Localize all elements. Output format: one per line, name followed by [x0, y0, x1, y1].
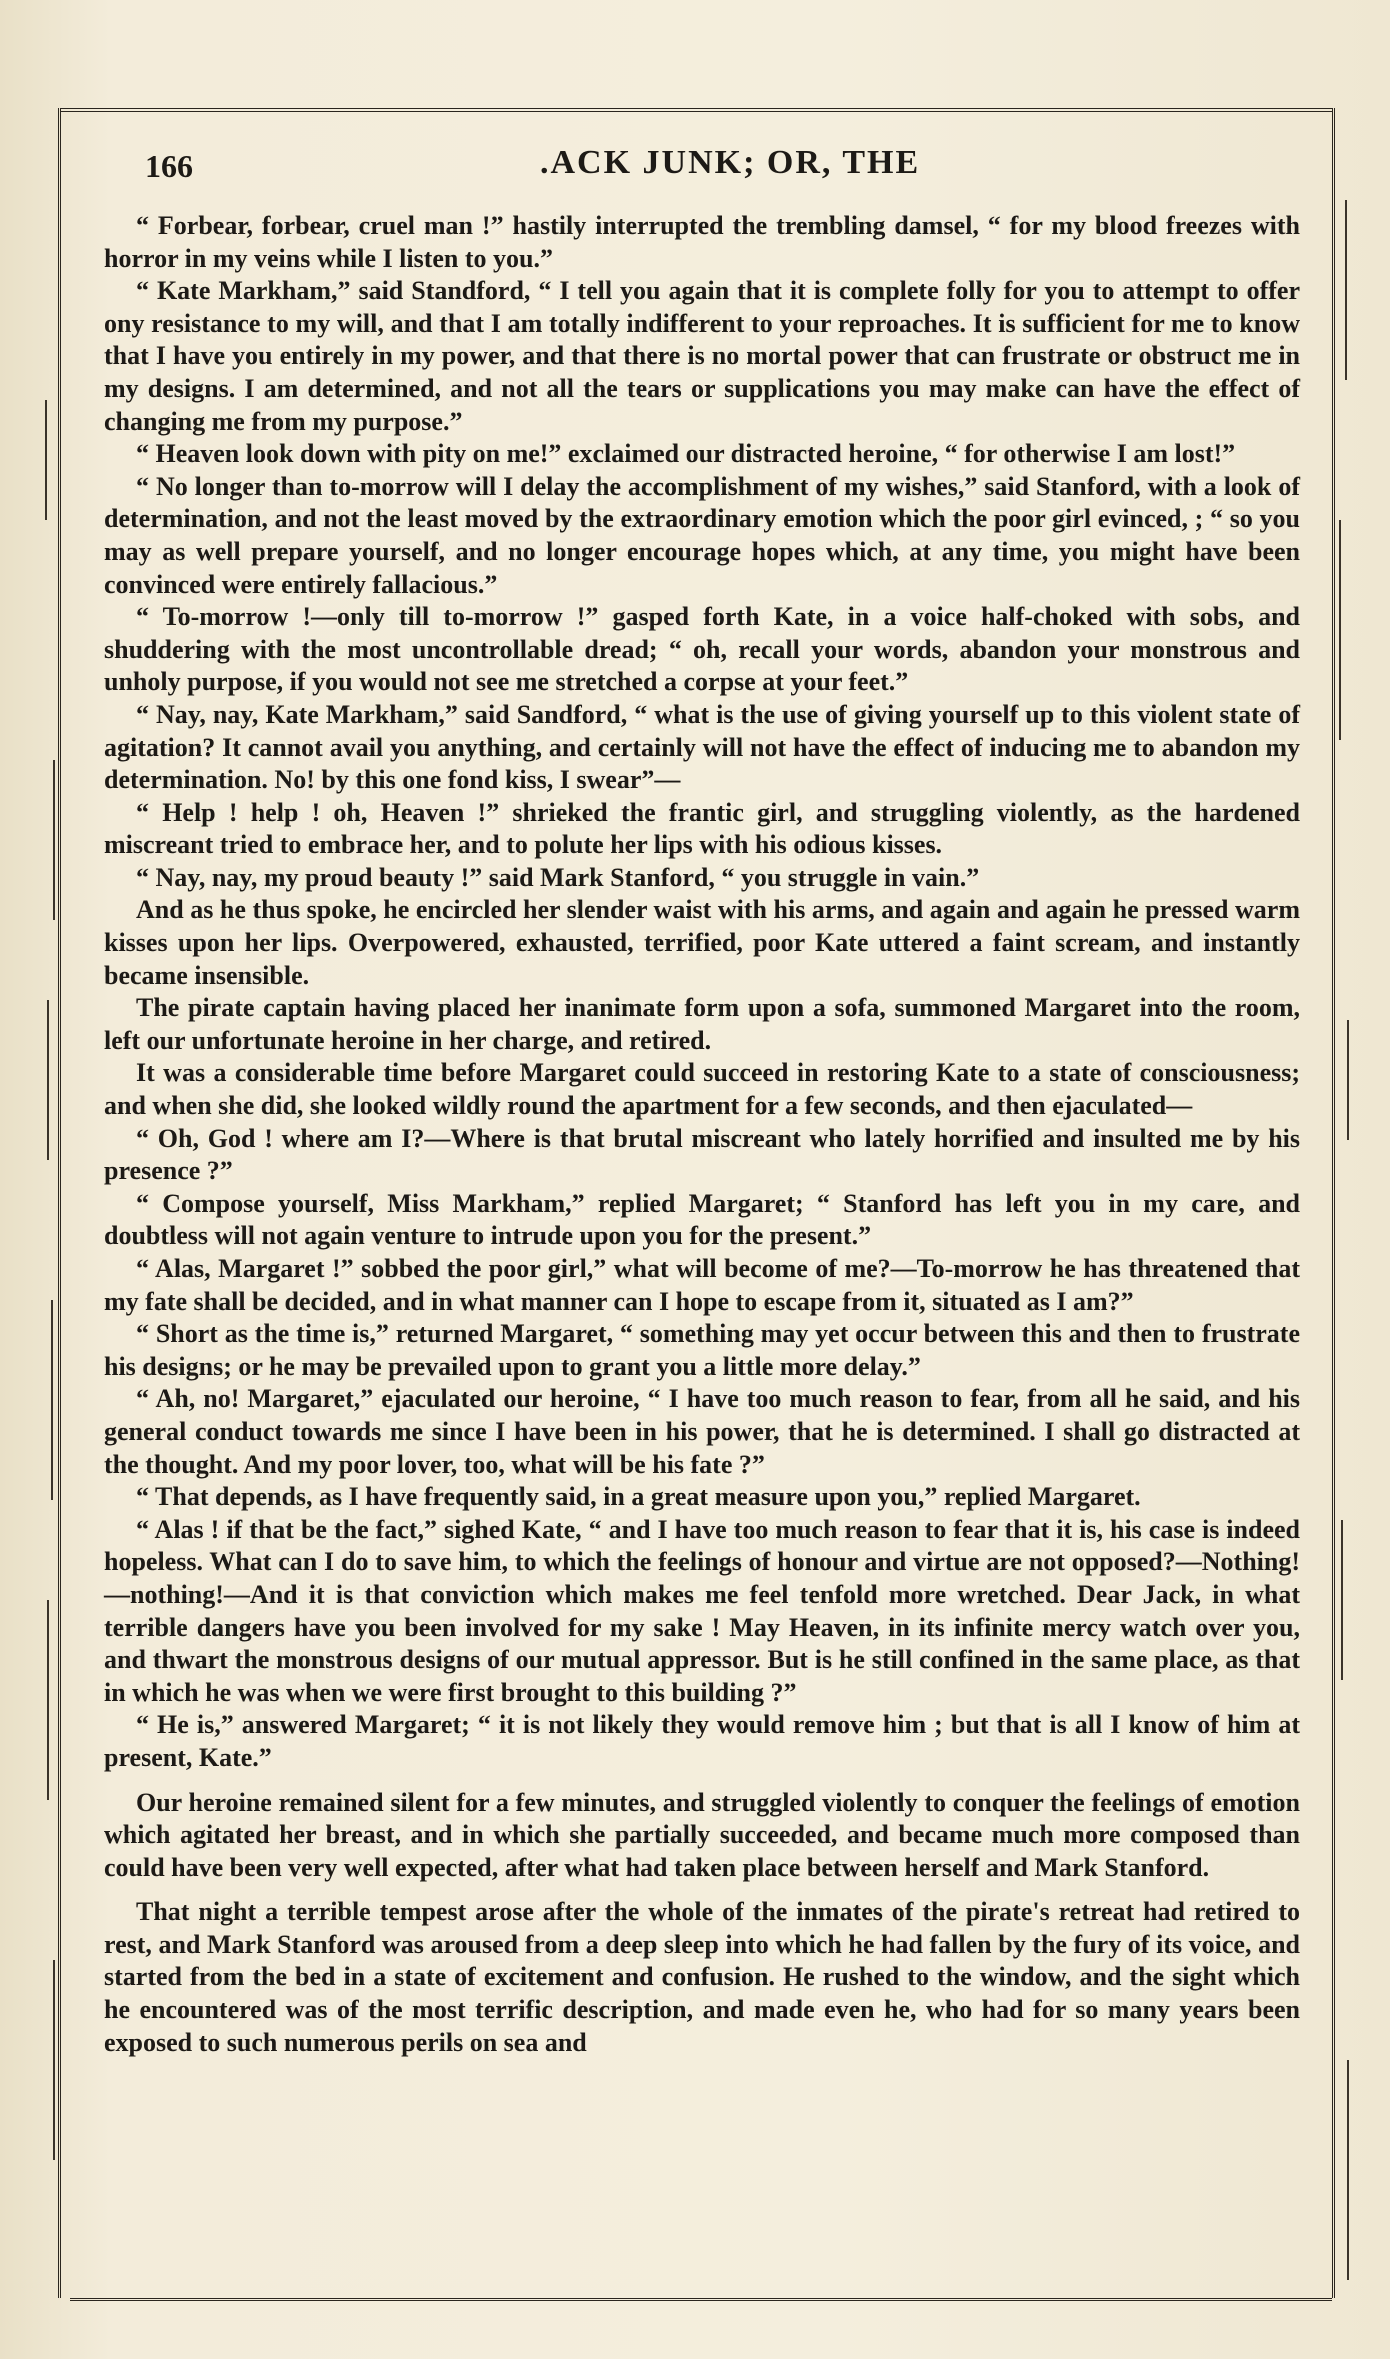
paragraph: “ Forbear, forbear, cruel man !” hastily interrupted the trembling damsel, “ for my blood freezes with horror in my veins while I listen to you.” [104, 211, 1300, 273]
paragraph: “ Nay, nay, Kate Markham,” said Sandford, “ what is the use of giving yourself up to this violent state of agitation? It cannot avail you anything, and certainly will not have the effect of inducing me to abandon my determination. No! by this one fond kiss, I swear”— [104, 699, 1300, 795]
paragraph: Our heroine remained silent for a few minutes, and struggled violently to conquer the feelings of emotion which agitated her breast, and in which she partially succeeded, and became much more composed than could have been very well expected, after what had taken place between herself and Mark Stanford. [104, 1787, 1300, 1882]
paragraph: “ He is,” answered Margaret; “ it is not likely they would remove him ; but that is all I know of him at present, Kate.” [104, 1710, 1300, 1772]
paragraph: “ Nay, nay, my proud beauty !” said Mark Stanford, “ you struggle in vain.” [136, 862, 980, 892]
paragraph: “ Oh, God ! where am I?—Where is that brutal miscreant who lately horrified and insulted me by his presence ?” [104, 1123, 1300, 1186]
page-number: 166 [145, 148, 193, 184]
top-rule [60, 108, 1332, 112]
paragraph: “ No longer than to-morrow will I delay the accomplishment of my wishes,” said Stanford, with a look of determination, and not the least moved by the extraordinary emotion which the poor girl evinced, ; “ so you may as well prepare yourself, and no longer encourage hopes which, at any time, you might have been convinced were entirely fallacious.” [104, 471, 1300, 599]
paragraph: That night a terrible tempest arose after the whole of the inmates of the pirate's retreat had retired to rest, and Mark Stanford was aroused from a deep sleep into which he had fallen by the fury of its voice, and started from the bed in a state of excitement and confusion. He rushed to the window, and the sight which he encountered was of the most terrific description, and made even he, who had for so many years been exposed to such numerous perils on sea and [104, 1897, 1300, 2057]
page-header [100, 140, 1300, 200]
body-text [104, 210, 1300, 2059]
left-margin-marks [36, 400, 66, 2200]
paragraph: “ That depends, as I have frequently said, in a great measure upon you,” replied Margaret. [136, 1482, 1141, 1512]
paragraph: “ Alas, Margaret !” sobbed the poor girl,” what will become of me?—To-morrow he has threatened that my fate shall be decided, and in what manner can I hope to escape from it, situated as I am?” [104, 1254, 1300, 1316]
paragraph: “ Compose yourself, Miss Markham,” replied Margaret; “ Stanford has left you in my care, and doubtless will not again venture to intrude upon you for the present.” [104, 1188, 1300, 1251]
paragraph: It was a considerable time before Margaret could succeed in restoring Kate to a state of consciousness; and when she did, she looked wildly round the apartment for a few seconds, and then ejaculated— [104, 1058, 1300, 1121]
paragraph: The pirate captain having placed her inanimate form upon a sofa, summoned Margaret into the room, left our unfortunate heroine in her charge, and retired. [104, 993, 1300, 1055]
paragraph: “ Heaven look down with pity on me!” exclaimed our distracted heroine, “ for otherwise I am lost!” [136, 439, 1236, 469]
paragraph: “ Alas ! if that be the fact,” sighed Kate, “ and I have too much reason to fear that it is, his case is indeed hopeless. What can I do to save him, to which the feelings of honour and virtue are not opposed?—Nothing!—nothing!—And it is that conviction which makes me feel tenfold more wretched. Dear Jack, in what terrible dangers have you been involved for my sake ! May Heaven, in its infinite mercy watch over you, and thwart the monstrous designs of our mutual appressor. But is he still confined in the same place, as that in which he was when we were first brought to this building ?” [104, 1514, 1300, 1707]
paragraph: “ Help ! help ! oh, Heaven !” shrieked the frantic girl, and struggling violently, as the hardened miscreant tried to embrace her, and to polute her lips with his odious kisses. [104, 797, 1300, 860]
paragraph: “ Short as the time is,” returned Margaret, “ something may yet occur between this and then to frustrate his designs; or he may be prevailed upon to grant you a little more delay.” [104, 1319, 1300, 1381]
paragraph: And as he thus spoke, he encircled her slender waist with his arms, and again and again he pressed warm kisses upon her lips. Overpowered, exhausted, terrified, poor Kate uttered a faint scream, and instantly became insensible. [104, 895, 1300, 990]
paragraph: “ Kate Markham,” said Standford, “ I tell you again that it is complete folly for you to attempt to offer ony resistance to my will, and that I am totally indifferent to your reproaches. It is sufficient for me to know that I have you entirely in my power, and that there is no mortal power that can frustrate or obstruct me in my designs. I am determined, and not all the tears or supplications you may make can have the effect of changing me from my purpose.” [104, 276, 1300, 436]
running-head: .ACK JUNK; OR, THE [540, 144, 921, 181]
paragraph: “ To-morrow !—only till to-morrow !” gasped forth Kate, in a voice half-choked with sobs, and shuddering with the most uncontrollable dread; “ oh, recall your words, abandon your monstrous and unholy purpose, if you would not see me stretched a corpse at your feet.” [104, 602, 1300, 697]
paragraph: “ Ah, no! Margaret,” ejaculated our heroine, “ I have too much reason to fear, from all he said, and his general conduct towards me since I have been in his power, that he is determined. I shall go distracted at the thought. And my poor lover, too, what will be his fate ?” [104, 1384, 1300, 1479]
right-margin-marks [1318, 120, 1358, 2300]
bottom-rule [70, 2298, 1332, 2301]
